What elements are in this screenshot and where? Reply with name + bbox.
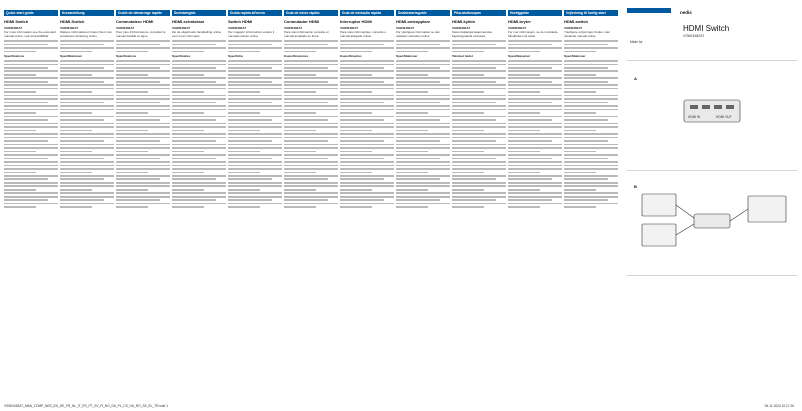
product-code: VSWI3482AT [284, 26, 303, 30]
section-header: Guida rapida all'avvio [228, 10, 282, 16]
product-code: VSWI3482AT [564, 26, 583, 30]
cover-product-title: HDMI Switch [683, 24, 730, 33]
intro-text: För ytterligare information se den utökade manualen online [396, 30, 441, 38]
diagram-b-label: B [634, 184, 637, 189]
cable-out [730, 209, 748, 221]
port-1 [690, 105, 698, 109]
product-code: VSWI3482AT [340, 26, 359, 30]
source-device-2 [642, 224, 676, 246]
section-header: Vejledning til hurtig start [564, 10, 618, 16]
cover-product-code: VSWI3482AT [683, 34, 705, 38]
product-title: Switch HDMI [228, 19, 253, 24]
product-code: VSWI3482AT [60, 26, 79, 30]
column-3 [172, 8, 226, 400]
cable-2 [676, 224, 694, 235]
print-footer-file: VSWI3482AT_MAN_COMP_NED_EN_DE_FR_NL_IT_ES_PT_SV_FI_NO_DA_PL_CS_HU_RO_SK_EL_TR.indd 1 [4, 404, 168, 408]
diagram-a [632, 72, 792, 160]
divider [627, 60, 797, 61]
product-title: Conmutador HDMI [284, 19, 320, 24]
display-device [748, 196, 786, 222]
print-footer-date: 06-11-2023 10:17:26 [764, 404, 794, 408]
switch-device [694, 214, 730, 228]
specs-heading: Spécifications [116, 54, 137, 59]
section-header: Snabbstartsguide [396, 10, 450, 16]
port-3 [714, 105, 722, 109]
column-1 [60, 8, 114, 400]
product-title: HDMI Switch [4, 19, 29, 24]
specs-heading: Especificaciones [284, 54, 309, 59]
divider [627, 170, 797, 171]
section-header: Pika-aloitusopas [452, 10, 506, 16]
specs-heading: Tekniset tiedot [452, 54, 473, 59]
product-title: HDMI-switch [564, 19, 588, 24]
column-4 [228, 8, 282, 400]
specs-heading: Specifikationer [396, 54, 418, 59]
product-title: HDMI-kytkin [452, 19, 476, 24]
product-title: HDMI-schakelaar [172, 19, 205, 24]
specs-heading: Specifications [4, 54, 25, 59]
specs-heading: Specifikationer [564, 54, 586, 59]
intro-text: Weitere Informationen finden Sie in der erweiterten Anleitung online [60, 30, 112, 38]
product-code: VSWI3482AT [228, 26, 247, 30]
source-device-1 [642, 194, 676, 216]
hdmi-in-label: HDMI IN [688, 115, 701, 119]
product-title: Interruptor HDMI [340, 19, 372, 24]
product-title: HDMI-omkopplare [396, 19, 431, 24]
specs-heading: Especificações [340, 54, 362, 59]
section-header: Quick start guide [4, 10, 58, 16]
product-code: VSWI3482AT [116, 26, 135, 30]
specs-heading: Spesifikasjoner [508, 54, 531, 59]
intro-text: Zie de uitgebreide handleiding online voor meer informatie [172, 30, 222, 38]
intro-text: Katso lisätietoja laajennetusta käyttöoppaasta verkossa [452, 30, 492, 38]
section-header: Hurtigguide [508, 10, 562, 16]
intro-text: Para mais informações, consulte o manual alargado online [340, 30, 387, 38]
column-0 [4, 8, 58, 400]
intro-text: Yderligere oplysninger findes i den udvidede manual online [564, 30, 611, 38]
intro-text: Pour plus d'informations, consultez le manuel détaillé en ligne [116, 30, 166, 38]
column-7 [396, 8, 450, 400]
column-6 [340, 8, 394, 400]
intro-text: For mer informasjon, se den utvidede håndboken på nettet [508, 30, 558, 38]
cover-made-for: Made for [630, 40, 643, 44]
cover-tab [627, 8, 671, 13]
diagram-a-label: A [634, 76, 637, 81]
divider [627, 275, 797, 276]
product-code: VSWI3482AT [508, 26, 527, 30]
column-8 [452, 8, 506, 400]
product-code: VSWI3482AT [172, 26, 191, 30]
product-code: VSWI3482AT [452, 26, 471, 30]
column-9 [508, 8, 562, 400]
port-2 [702, 105, 710, 109]
specs-heading: Specificaties [172, 54, 191, 59]
section-header: Kurzanleitung [60, 10, 114, 16]
section-header: Snelstartgids [172, 10, 226, 16]
product-title: HDMI-Switch [60, 19, 85, 24]
section-header: Guide de démarrage rapide [116, 10, 170, 16]
hdmi-out-label: HDMI OUT [716, 115, 732, 119]
column-10 [564, 8, 618, 400]
specs-heading: Specifiche [228, 54, 244, 59]
specs-heading: Spezifikationen [60, 54, 83, 59]
cable-1 [676, 205, 694, 218]
product-code: VSWI3482AT [4, 26, 23, 30]
column-5 [284, 8, 338, 400]
intro-text: Per maggiori informazioni vedere il manuale esteso online [228, 30, 275, 38]
port-out [726, 105, 734, 109]
diagram-b [632, 180, 792, 268]
intro-text: For more information see the extended manual online: ned.is/vswi3482at [4, 30, 56, 38]
product-code: VSWI3482AT [396, 26, 415, 30]
section-header: Guía de inicio rápido [284, 10, 338, 16]
column-2 [116, 8, 170, 400]
intro-text: Para más información consulte el manual ampliado en línea [284, 30, 329, 38]
section-header: Guia de iniciação rápida [340, 10, 394, 16]
product-title: Commutateur HDMI [116, 19, 154, 24]
brand-logo: nedis [680, 10, 692, 15]
product-title: HDMI-bryter [508, 19, 531, 24]
